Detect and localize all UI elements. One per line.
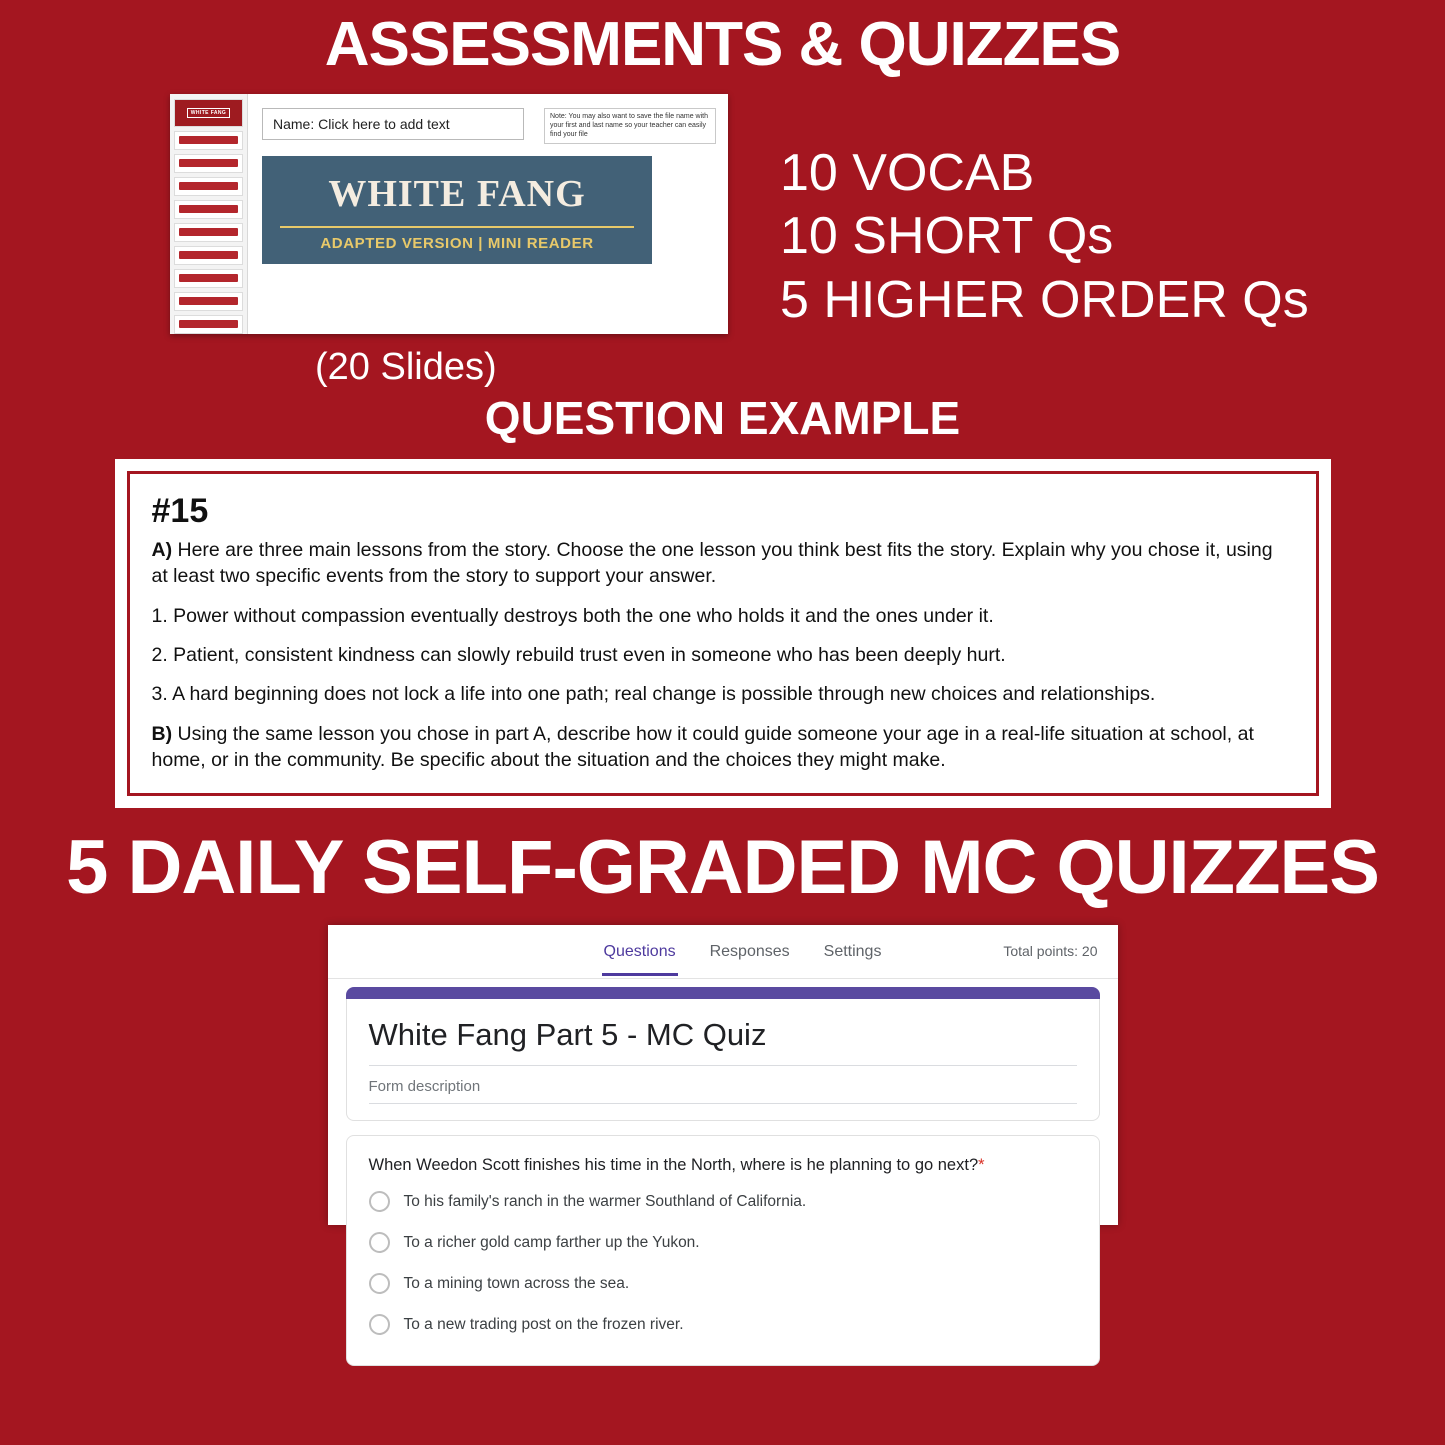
filmstrip-thumbnail <box>174 177 243 196</box>
form-question-card <box>346 1135 1100 1366</box>
form-description[interactable]: Form description <box>369 1066 1077 1104</box>
question-part-b <box>152 721 1294 774</box>
feature-item-higher-order: 5 HIGHER ORDER Qs <box>780 270 1309 329</box>
part-a-label: A) <box>151 539 173 561</box>
lesson-option-3: 3. A hard beginning does not lock a life into one path; real change is possible through new choices and relationships. <box>151 683 1156 706</box>
thumbnail-bar <box>179 274 238 282</box>
filmstrip-thumbnail <box>174 292 243 311</box>
thumbnail-bar <box>179 320 238 328</box>
total-points-label: Total points: 20 <box>1003 943 1098 960</box>
radio-button-icon[interactable] <box>369 1314 390 1335</box>
required-asterisk-icon: * <box>978 1156 985 1175</box>
radio-button-icon[interactable] <box>369 1273 390 1294</box>
filmstrip-thumbnail-label: WHITE FANG <box>187 108 230 118</box>
thumbnail-bar <box>179 182 238 190</box>
page-title: ASSESSMENTS & QUIZZES <box>324 10 1121 79</box>
top-section <box>0 76 1445 389</box>
filmstrip-thumbnail <box>174 200 243 219</box>
form-option[interactable] <box>369 1314 1077 1335</box>
feature-list <box>780 94 1309 332</box>
filmstrip-thumbnail <box>174 154 243 173</box>
filmstrip-thumbnail <box>174 315 243 334</box>
form-option[interactable] <box>369 1273 1077 1294</box>
thumbnail-bar <box>179 205 238 213</box>
form-accent-bar <box>346 987 1100 999</box>
form-option-label: To a richer gold camp farther up the Yukon. <box>403 1233 700 1251</box>
radio-button-icon[interactable] <box>369 1191 390 1212</box>
tab-questions[interactable]: Questions <box>602 927 678 976</box>
question-example-inner <box>127 471 1319 796</box>
slides-count-label: (20 Slides) <box>315 346 497 388</box>
form-option-label: To a mining town across the sea. <box>403 1274 630 1292</box>
form-tab-group <box>562 927 884 976</box>
question-example-card <box>115 459 1331 808</box>
lesson-option-1: 1. Power without compassion eventually destroys both the one who holds it and the ones under it. <box>151 604 994 627</box>
tab-responses[interactable]: Responses <box>709 943 790 961</box>
form-tab-bar <box>328 925 1118 979</box>
book-cover-subtitle: ADAPTED VERSION | MINI READER <box>280 226 634 252</box>
slides-screenshot <box>170 94 728 334</box>
slide-preview-column <box>170 94 770 389</box>
book-cover-title: WHITE FANG <box>328 173 586 215</box>
form-option[interactable] <box>369 1232 1077 1253</box>
lesson-option-2: 2. Patient, consistent kindness can slowly rebuild trust even in someone who has been deeply hurt. <box>151 643 1006 666</box>
form-header-card <box>346 999 1100 1121</box>
part-b-label: B) <box>151 722 173 745</box>
question-number: #15 <box>151 492 209 530</box>
google-form-screenshot <box>328 925 1118 1333</box>
question-example-heading: QUESTION EXAMPLE <box>484 392 961 444</box>
filmstrip-thumbnail <box>174 246 243 265</box>
filmstrip-thumbnail <box>174 99 243 127</box>
form-option-label: To a new trading post on the frozen river. <box>403 1315 684 1333</box>
part-b-text: Using the same lesson you chose in part A, describe how it could guide someone your age in a real-life situation at school, at home, or in the community. Be specific about the situation and the choices they might make. <box>151 722 1254 771</box>
thumbnail-bar <box>179 136 238 144</box>
form-question-label: When Weedon Scott finishes his time in the North, where is he planning to go next? <box>368 1156 979 1175</box>
book-cover <box>262 156 652 264</box>
thumbnail-bar <box>179 159 238 167</box>
part-a-text: Here are three main lessons from the story. Choose the one lesson you think best fits the story. Explain why you chose it, using at least two specific events from the story to support your answer. <box>151 539 1273 588</box>
form-question-text <box>369 1156 1077 1175</box>
filmstrip-thumbnail <box>174 223 243 242</box>
mc-quizzes-heading: 5 DAILY SELF-GRADED MC QUIZZES <box>66 825 1379 911</box>
tab-settings[interactable]: Settings <box>823 943 882 961</box>
question-part-a <box>152 537 1294 590</box>
filmstrip-thumbnail <box>174 269 243 288</box>
filmstrip-thumbnail <box>174 131 243 150</box>
form-title[interactable]: White Fang Part 5 - MC Quiz <box>369 1017 1077 1066</box>
slide-canvas <box>248 94 728 334</box>
thumbnail-bar <box>179 251 238 259</box>
thumbnail-bar <box>179 297 238 305</box>
radio-button-icon[interactable] <box>369 1232 390 1253</box>
name-field[interactable]: Name: Click here to add text <box>262 108 524 140</box>
feature-item-short-questions: 10 SHORT Qs <box>780 207 1114 266</box>
form-option-label: To his family's ranch in the warmer Southland of California. <box>403 1192 807 1210</box>
thumbnail-bar <box>179 228 238 236</box>
feature-item-vocab: 10 VOCAB <box>780 144 1035 202</box>
slide-filmstrip <box>170 94 248 334</box>
form-option[interactable] <box>369 1191 1077 1212</box>
slide-note: Note: You may also want to save the file name with your first and last name so your teacher can easily find your file <box>544 108 716 144</box>
